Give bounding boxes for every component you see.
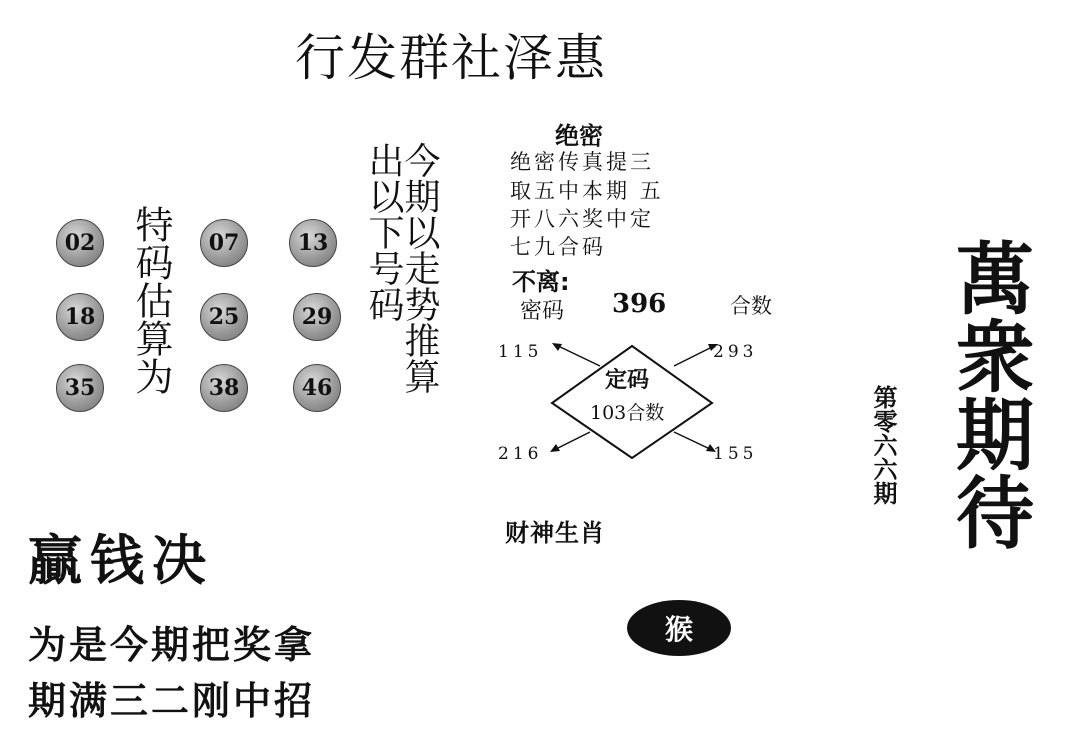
diamond-top-left: 115 bbox=[498, 342, 543, 362]
zodiac-badge: 猴 bbox=[627, 600, 731, 656]
caishen-label: 财神生肖 bbox=[505, 519, 605, 547]
number-ball: 02 bbox=[56, 219, 104, 267]
arrow-top-right bbox=[674, 346, 714, 366]
mima-label: 密码 bbox=[520, 299, 565, 324]
arrow-bottom-right bbox=[674, 432, 712, 450]
win-verse-line: 为是今期把奖拿 bbox=[28, 623, 316, 667]
diamond-value: 103合数 bbox=[590, 402, 665, 424]
trend-text-col1: 今期以走势推算 bbox=[399, 142, 440, 394]
number-ball: 35 bbox=[56, 364, 104, 412]
secret-line: 开八六奖中定 bbox=[510, 207, 654, 231]
heshu-label: 合数 bbox=[730, 294, 772, 318]
page-title: 行发群社泽惠 bbox=[295, 29, 607, 87]
arrow-bottom-left bbox=[554, 432, 590, 450]
special-estimate-label: 特码估算为 bbox=[129, 205, 173, 395]
secret-title: 绝密 bbox=[555, 122, 603, 150]
arrow-top-left bbox=[554, 344, 600, 366]
diamond-label: 定码 bbox=[605, 368, 650, 393]
secret-line: 绝密传真提三 bbox=[510, 150, 654, 174]
diamond-top-right: 293 bbox=[713, 342, 758, 362]
number-ball: 29 bbox=[293, 293, 341, 341]
win-verse-title: 贏钱决 bbox=[28, 528, 214, 592]
secret-line: 取五中本期 五 bbox=[510, 179, 664, 203]
trend-text-col2: 出以下号码 bbox=[363, 142, 404, 322]
number-ball: 18 bbox=[56, 293, 104, 341]
secret-line: 七九合码 bbox=[510, 235, 606, 259]
diamond-bottom-right: 155 bbox=[713, 444, 758, 464]
buli-label: 不离: bbox=[512, 268, 570, 296]
number-ball: 25 bbox=[200, 293, 248, 341]
number-ball: 38 bbox=[200, 364, 248, 412]
number-ball: 07 bbox=[200, 219, 248, 267]
win-verse-line: 期满三二刚中招 bbox=[28, 679, 316, 723]
diamond-bottom-left: 216 bbox=[498, 444, 543, 464]
number-ball: 46 bbox=[293, 364, 341, 412]
slogan-vertical: 萬衆期待 bbox=[943, 238, 1034, 550]
mima-value: 396 bbox=[612, 289, 667, 319]
issue-number: 第零六六期 bbox=[869, 385, 897, 505]
number-ball: 13 bbox=[289, 219, 337, 267]
